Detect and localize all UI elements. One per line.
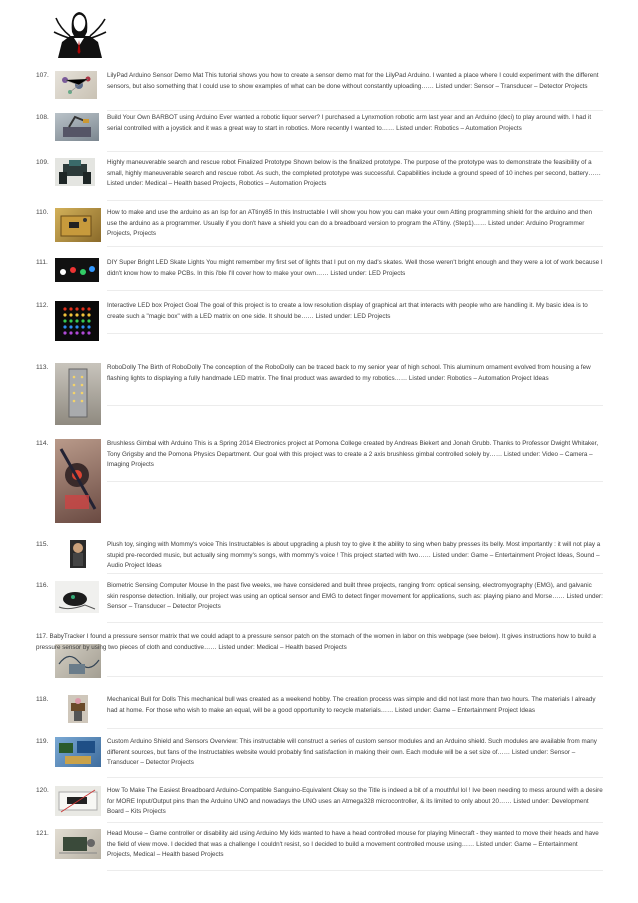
item-number: 113. [36,364,49,371]
item-number: 115. [36,541,49,548]
divider [107,822,603,823]
item-thumbnail[interactable] [70,540,86,568]
item-thumbnail[interactable] [55,439,101,523]
item-thumbnail[interactable] [55,737,101,767]
item-description[interactable]: Biometric Sensing Computer Mouse In the past five weeks, we have considered and built three projects, ranging from: optical sensing, electromyography (EMG), and galvanic skin response detection. Initially, our project was using an optical sensor and EMG to detect finger movement for applications, such as: playing piano and Morse…… Listed under: Sensor – Transducer – Detector Projects [107,582,603,611]
divider [107,151,603,152]
item-description[interactable]: Custom Arduino Shield and Sensors Overview: This instructable will construct a series of custom sensor modules and an Arduino shield. Such modules are available from many different sources, but fans of the Instructables website would probably find satisfaction in making their own. Each module will be a set size of…… Listed under: Sensor – Transducer – Detector Projects [107,738,597,767]
item-number: 112. [36,302,49,309]
item-description[interactable]: LilyPad Arduino Sensor Demo Mat This tutorial shows you how to create a sensor demo mat for the LilyPad Arduino. I wanted a place where I could experiment with the different sensors, but also something that I could use to show examples of what can be done without constantly uploading…… Listed under: Sensor – Transducer – Detector Projects [107,72,599,90]
item-number: 121. [36,830,49,837]
divider [107,246,603,247]
item-number: 120. [36,787,49,794]
item-description[interactable] [36,632,603,653]
item-description[interactable]: DIY Super Bright LED Skate Lights You might remember my first set of lights that I put on my dad's skates. Well those weren't bright enough and they were a lot of work because I didn't know how to make PCBs. In this i'ble I'll cover how to make your own…… Listed under: LED Projects [107,259,603,277]
item-thumbnail[interactable] [55,581,99,613]
site-logo[interactable] [52,6,108,58]
divider [107,728,603,729]
item-number: 107. [36,72,49,79]
divider [107,573,603,574]
slenderman-logo-icon [52,6,108,58]
item-thumbnail[interactable] [55,258,99,282]
item-description[interactable]: Highly maneuverable search and rescue robot Finalized Prototype Shown below is the finalized prototype. The purpose of the prototype was to demonstrate the feasibility of a small, highly maneuverable search and rescue robot. As such, the completed prototype was successful. Capabilities include a ground speed of 10 inches per second, battery…… Listed under: Medical – Health based Projects, Robotics – Automation Projects [107,159,601,188]
divider [107,200,603,201]
item-text: BabyTracker I found a pressure sensor matrix that we could adapt to a pressure sensor patch on the stomach of the women in labor on this webpage (see below). It gives instructions how to build a pressure sensor by using two pieces of cloth and conductive…… Listed under: Medical – Health based Projects [36,633,597,651]
item-number: 118. [36,696,49,703]
item-number: 108. [36,114,49,121]
divider [107,405,603,406]
item-number: 111. [36,259,48,266]
item-thumbnail[interactable] [55,208,101,242]
item-description[interactable]: Build Your Own BARBOT using Arduino Ever wanted a robotic liquor server? I purchased a Lynxmotion robotic arm last year and an Arduino (deci) to play around with. I had it serial controlled with a joystick and it was a great way to start in robotics. More recently I wanted to…… Listed under: Robotics – Automation Projects [107,114,592,132]
divider [107,777,603,778]
item-description[interactable]: Mechanical Bull for Dolls This mechanical bull was created as a weekend hobby. The creation process was simple and did not last more than two hours. The materials I already had at home. For those who wish to make an equal, will be a good opportunity to recycle materials…… Listed under: Game – Entertainment Project Ideas [107,696,596,714]
item-thumbnail[interactable] [55,829,101,859]
item-thumbnail[interactable] [68,695,88,723]
item-number: 109. [36,159,49,166]
item-thumbnail[interactable] [55,113,99,141]
item-description[interactable]: How to make and use the arduino as an Isp for an ATtiny85 In this Instructable I will show you how you can make your own Atting programming shield for the arduino and then use the arduino as a programmer. Usually if you don't have a shield you can do a breadboard version to program the ATtiny. (Step1)…… Listed under: Arduino Programmer Projects, Projects [107,209,593,238]
item-description[interactable]: How To Make The Easiest Breadboard Arduino-Compatible Sanguino-Equivalent Okay so the Title is indeed a bit of a mouthful lol ! Ive been needing to mess around with a desire for MORE Input/Output pins than the Arduino UNO and nowadays the UNO uses an Atmega328 microcontroller, & its limited to only about 20…… Listed under: Development Board – Kits Projects [107,787,603,816]
item-number: 116. [36,582,49,589]
item-description[interactable]: Plush toy, singing with Mommy's voice This Instructables is about upgrading a plush toy to give it the ability to sing when baby presses its belly. Most importantly : it will not play a stupid pre-recorded music, but actually sing mommy's songs, with mommy's voice ! This project started with two…… Listed under: Game – Entertainment Project Ideas, Sound – Audio Project Ideas [107,541,601,570]
item-thumbnail[interactable] [55,301,99,341]
divider [107,290,603,291]
divider [107,481,603,482]
divider [107,622,603,623]
item-description[interactable]: RoboDolly The Birth of RoboDolly The conception of the RoboDolly can be traced back to my senior year of high school. This aluminum ornament evolved from housing a few flashing lights to displaying a fully handmade LED matrix. The final product was awarded to my robotics…… Listed under: Robotics – Automation Project Ideas [107,364,591,382]
item-number: 117. [36,633,48,640]
item-description[interactable]: Head Mouse – Game controller or disability aid using Arduino My kids wanted to have a head controlled mouse for playing Minecraft - they wanted to move their heads and have the field of view move. I decided that was a challenge I couldn't resist, so I decided to build a movement controlled mouse using…… Listed under: Game – Entertainment Projects, Medical – Health based Projects [107,830,599,859]
item-thumbnail[interactable] [55,786,101,816]
item-thumbnail[interactable] [55,71,97,99]
item-description[interactable]: Brushless Gimbal with Arduino This is a Spring 2014 Electronics project at Pomona College created by Andreas Biekert and Jonah Grubb. Thanks to Professor Dwight Whitaker, Tony Grigsby and the Pomona Physics Department. Our goal with this project was to create a 2 axis brushless gimbal controlled solely by…… Listed under: Video – Camera – Imaging Projects [107,440,599,469]
item-number: 110. [36,209,49,216]
item-description[interactable]: Interactive LED box Project Goal The goal of this project is to create a low resolution display of graphical art that interacts with people who are handling it. My basic idea is to create such a "magic box" with a LED matrix on one side. It should be…… Listed under: LED Projects [107,302,588,320]
item-thumbnail[interactable] [55,158,95,186]
item-number: 114. [36,440,49,447]
item-number: 119. [36,738,49,745]
divider [107,110,603,111]
divider [107,333,603,334]
item-thumbnail[interactable] [55,363,101,425]
divider [107,870,603,871]
divider [107,676,603,677]
